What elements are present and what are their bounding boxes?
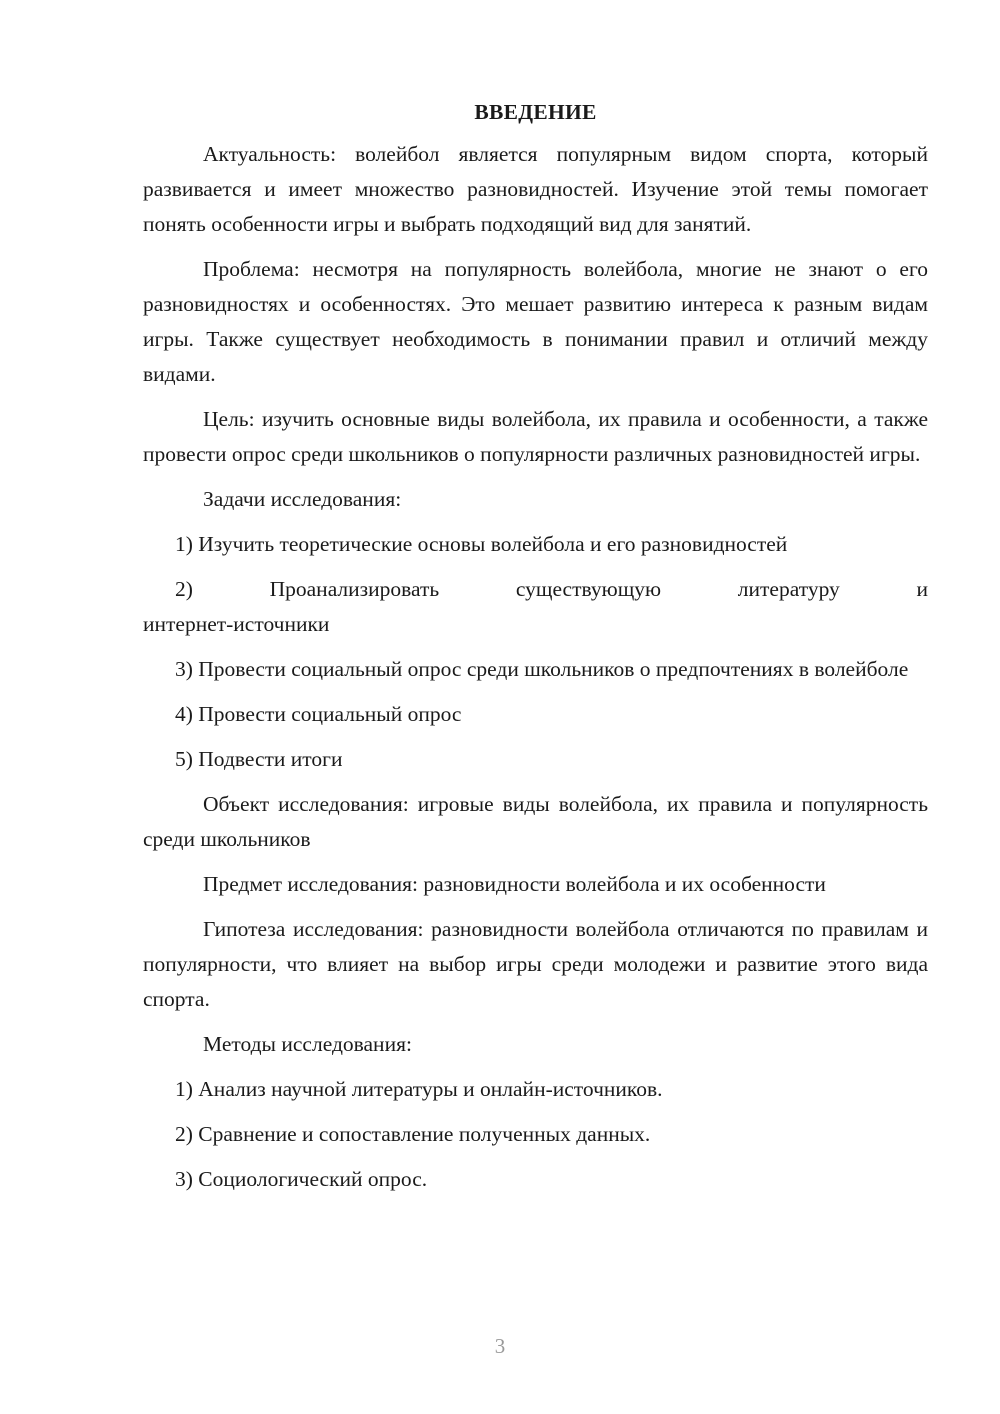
problem-paragraph: Проблема: несмотря на популярность волейбола, многие не знают о его разновидностях и особенностях. Это мешает развитию интереса к разным видам игры. Также существует необходимость в понимании правил и отличий между видами.: [143, 257, 928, 386]
hypothesis-paragraph: Гипотеза исследования: разновидности волейбола отличаются по правилам и популярности, что влияет на выбор игры среди молодежи и развитие этого вида спорта.: [143, 917, 928, 1011]
methods-heading: Методы исследования:: [203, 1032, 412, 1056]
task-item-5: 5) Подвести итоги: [175, 747, 343, 771]
subject-paragraph: Предмет исследования: разновидности волейбола и их особенности: [203, 872, 826, 896]
task-item-1: 1) Изучить теоретические основы волейбола и его разновидностей: [175, 532, 788, 556]
tasks-heading: Задачи исследования:: [203, 487, 402, 511]
task-item-2-line-2: интернет-источники: [143, 612, 330, 636]
object-paragraph: Объект исследования: игровые виды волейбола, их правила и популярность среди школьников: [143, 792, 928, 851]
task-item-2: [143, 572, 928, 642]
page-number: 3: [494, 1334, 506, 1358]
method-item-1: 1) Анализ научной литературы и онлайн-источников.: [175, 1077, 663, 1101]
method-item-2: 2) Сравнение и сопоставление полученных данных.: [175, 1122, 651, 1146]
relevance-paragraph: Актуальность: волейбол является популярным видом спорта, который развивается и имеет множество разновидностей. Изучение этой темы помогает понять особенности игры и выбрать подходящий вид для занятий.: [143, 142, 928, 236]
page-content: [143, 95, 928, 1207]
task-item-4: 4) Провести социальный опрос: [175, 702, 462, 726]
task-item-3: 3) Провести социальный опрос среди школьников о предпочтениях в волейболе: [175, 657, 909, 681]
goal-paragraph: Цель: изучить основные виды волейбола, их правила и особенности, а также провести опрос среди школьников о популярности различных разновидностей игры.: [143, 407, 928, 466]
page-title: ВВЕДЕНИЕ: [474, 100, 597, 124]
task-item-2-line-1: 2) Проанализировать существующую литературу и: [175, 577, 928, 601]
method-item-3: 3) Социологический опрос.: [175, 1167, 428, 1191]
